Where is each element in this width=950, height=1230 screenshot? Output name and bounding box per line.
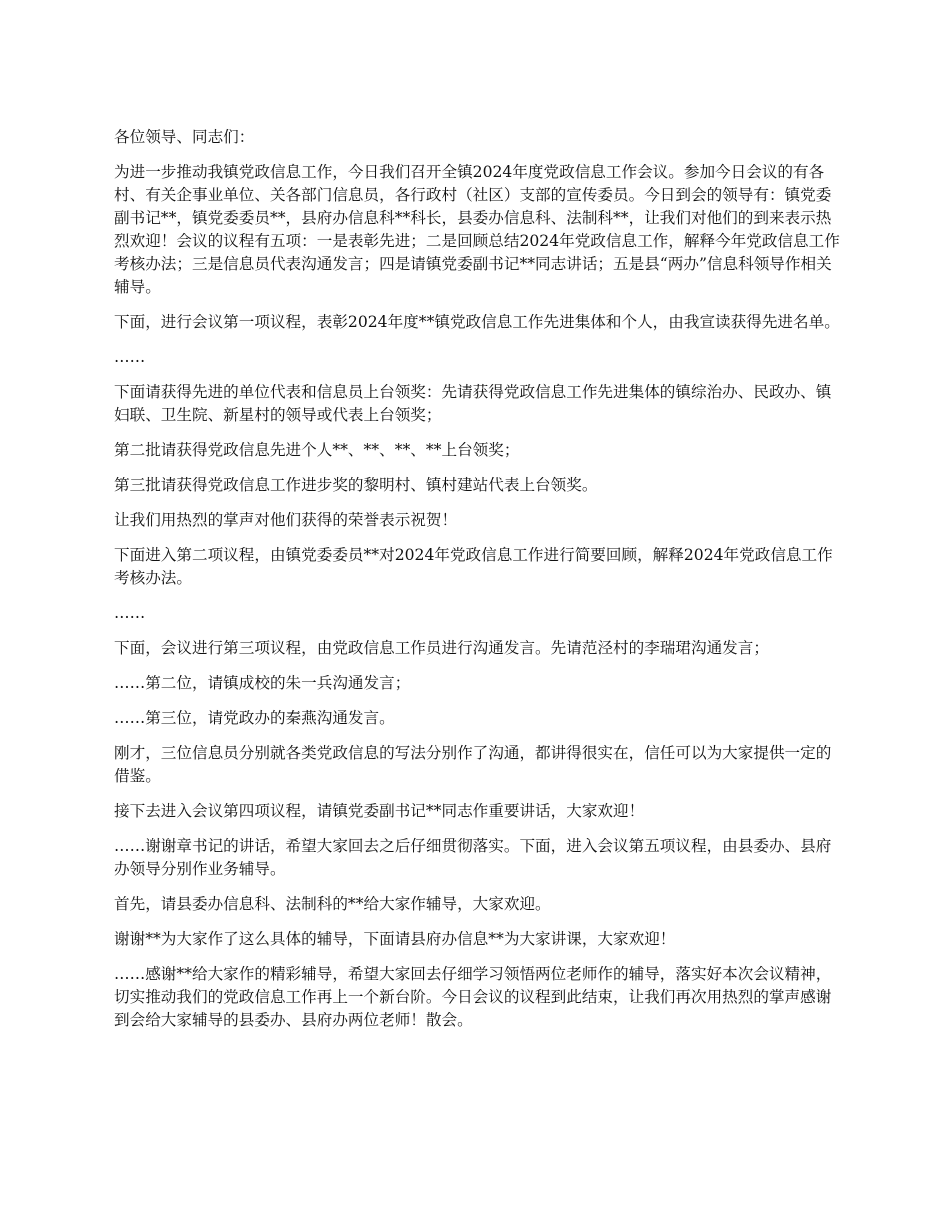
paragraph-agenda-5: ……谢谢章书记的讲话，希望大家回去之后仔细贯彻落实。下面，进入会议第五项议程，由县委办、县府办领导分别作业务辅导。 <box>114 837 832 878</box>
paragraph-tutor-2: 谢谢**为大家作了这么具体的辅导，下面请县府办信息**为大家讲课，大家欢迎！ <box>114 930 676 948</box>
paragraph-award-individuals: 第二批请获得党政信息先进个人**、**、**、**上台领奖； <box>114 441 520 459</box>
paragraph-agenda-1: 下面，进行会议第一项议程，表彰2024年度**镇党政信息工作先进集体和个人，由我宣读获得先进名单。 <box>114 313 840 331</box>
paragraph-agenda-2: 下面进入第二项议程，由镇党委委员**对2024年党政信息工作进行简要回顾，解释2024年党政信息工作考核办法。 <box>114 546 833 587</box>
paragraph-ellipsis: …… <box>114 348 146 366</box>
salutation: 各位领导、同志们： <box>114 128 255 146</box>
document-page <box>114 126 840 1044</box>
paragraph-tutor-1: 首先，请县委办信息科、法制科的**给大家作辅导，大家欢迎。 <box>114 895 551 913</box>
paragraph-award-groups: 下面请获得先进的单位代表和信息员上台领奖：先请获得党政信息工作先进集体的镇综治办、民政办、镇妇联、卫生院、新星村的领导或代表上台领奖； <box>114 383 832 424</box>
paragraph-closing: ……感谢**给大家作的精彩辅导，希望大家回去仔细学习领悟两位老师作的辅导，落实好本次会议精神，切实推动我们的党政信息工作再上一个新台阶。今日会议的议程到此结束，让我们再次用热烈的掌声感谢到会给大家辅导的县委办、县府办两位老师！散会。 <box>114 965 832 1029</box>
paragraph-ellipsis: …… <box>114 604 146 622</box>
paragraph-speaker-2: ……第二位，请镇成校的朱一兵沟通发言； <box>114 674 411 692</box>
paragraph-summary: 刚才，三位信息员分别就各类党政信息的写法分别作了沟通，都讲得很实在，信任可以为大家提供一定的借鉴。 <box>114 744 832 785</box>
paragraph-speaker-3: ……第三位，请党政办的秦燕沟通发言。 <box>114 709 395 727</box>
paragraph-agenda-3: 下面，会议进行第三项议程，由党政信息工作员进行沟通发言。先请范泾村的李瑞珺沟通发言； <box>114 639 769 657</box>
paragraph-opening: 为进一步推动我镇党政信息工作，今日我们召开全镇2024年度党政信息工作会议。参加今日会议的有各村、有关企事业单位、关各部门信息员，各行政村（社区）支部的宣传委员。今日到会的领导有：镇党委副书记**，镇党委委员**，县府办信息科**科长，县委办信息科、法制科**，让我们对他们的到来表示热烈欢迎！会议的议程有五项：一是表彰先进；二是回顾总结2024年党政信息工作，解释今年党政信息工作考核办法；三是信息员代表沟通发言；四是请镇党委副书记**同志讲话；五是县“两办”信息科领导作相关辅导。 <box>114 163 840 296</box>
paragraph-applause: 让我们用热烈的掌声对他们获得的荣誉表示祝贺！ <box>114 511 458 529</box>
paragraph-award-progress: 第三批请获得党政信息工作进步奖的黎明村、镇村建站代表上台领奖。 <box>114 476 598 494</box>
paragraph-agenda-4: 接下去进入会议第四项议程，请镇党委副书记**同志作重要讲话，大家欢迎！ <box>114 802 645 820</box>
